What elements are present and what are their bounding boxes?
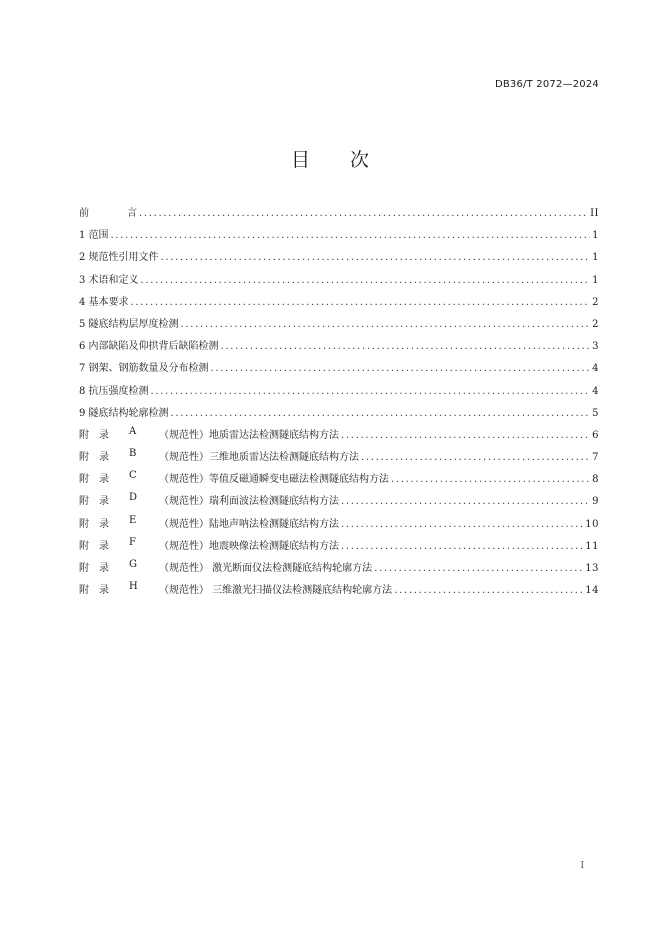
- dot-leader: [394, 585, 583, 596]
- dot-leader: [139, 208, 588, 219]
- toc-annex-entry[interactable]: [79, 581, 599, 603]
- toc-page-number: 8: [592, 474, 599, 486]
- toc-page-number: 4: [592, 385, 599, 397]
- toc-annex-label: 附 录 G （规范性） 激光断面仪法检测隧底结构轮廓方法: [79, 559, 373, 574]
- toc-annex-entry[interactable]: [79, 559, 599, 581]
- dot-leader: [341, 430, 590, 441]
- dot-leader: [341, 496, 590, 507]
- table-of-contents: [79, 204, 599, 603]
- toc-annex-entry[interactable]: [79, 537, 599, 559]
- toc-entry-label: 9 隧底结构轮廓检测: [79, 407, 169, 419]
- toc-annex-label: 附 录 B （规范性）三维地质雷达法检测隧底结构方法: [79, 448, 359, 464]
- toc-entry[interactable]: [79, 271, 599, 293]
- toc-entry[interactable]: [79, 293, 599, 315]
- toc-annex-label: 附 录 C （规范性）等值反磁通瞬变电磁法检测隧底结构方法: [79, 470, 389, 486]
- toc-annex-label: 附 录 H （规范性） 三维激光扫描仪法检测隧底结构轮廓方法: [79, 581, 393, 597]
- toc-entry-label: 前 言: [79, 208, 137, 219]
- toc-entry[interactable]: [79, 226, 599, 248]
- dot-leader: [361, 452, 590, 463]
- dot-leader: [374, 563, 583, 574]
- document-code: DB36/T 2072—2024: [494, 79, 599, 90]
- toc-entry-label: 2 规范性引用文件: [79, 252, 159, 264]
- toc-entry[interactable]: [79, 337, 599, 359]
- toc-page-number: 4: [592, 363, 599, 375]
- toc-page-number: 1: [592, 274, 599, 286]
- toc-annex-entry[interactable]: [79, 492, 599, 514]
- dot-leader: [391, 474, 590, 485]
- toc-entry-label: 6 内部缺陷及仰拱背后缺陷检测: [79, 341, 219, 353]
- toc-page-number: 5: [592, 407, 599, 419]
- toc-annex-label: 附 录 D （规范性）瑞利面波法检测隧底结构方法: [79, 492, 339, 508]
- toc-annex-entry[interactable]: [79, 448, 599, 470]
- toc-page-number: 6: [592, 429, 599, 441]
- dot-leader: [171, 408, 591, 419]
- toc-page-number: 14: [585, 585, 599, 597]
- toc-entry-label: 4 基本要求: [79, 296, 129, 308]
- dot-leader: [141, 275, 591, 286]
- toc-page-number: 13: [585, 563, 599, 574]
- toc-entry-label: 5 隧底结构层厚度检测: [79, 318, 179, 330]
- toc-page-number: 7: [592, 452, 599, 464]
- toc-page-number: 3: [592, 341, 599, 353]
- toc-entry[interactable]: [79, 248, 599, 270]
- toc-annex-entry[interactable]: [79, 515, 599, 537]
- dot-leader: [151, 386, 591, 397]
- toc-page-number: 10: [585, 518, 599, 530]
- toc-entry-label: 7 钢架、钢筋数量及分布检测: [79, 363, 209, 375]
- toc-annex-entry[interactable]: [79, 426, 599, 448]
- dot-leader: [341, 541, 583, 552]
- toc-annex-label: 附 录 F （规范性）地震映像法检测隧底结构方法: [79, 536, 339, 552]
- dot-leader: [181, 319, 591, 330]
- dot-leader: [131, 297, 591, 308]
- dot-leader: [111, 230, 591, 241]
- dot-leader: [221, 341, 591, 352]
- toc-annex-label: 附 录 E （规范性）陆地声呐法检测隧底结构方法: [79, 514, 339, 530]
- toc-entry[interactable]: [79, 404, 599, 426]
- toc-annex-entry[interactable]: [79, 470, 599, 492]
- toc-page-number: 1: [592, 230, 599, 242]
- toc-title-char-2: 次: [350, 149, 372, 171]
- toc-page-number: 2: [592, 318, 599, 330]
- toc-entry-label: 8 抗压强度检测: [79, 385, 149, 397]
- page-number: I: [580, 861, 584, 871]
- toc-entry-label: 1 范围: [79, 230, 109, 242]
- toc-page-number: II: [590, 208, 599, 219]
- toc-annex-label: 附 录 A （规范性）地质雷达法检测隧底结构方法: [79, 425, 339, 441]
- toc-entry[interactable]: [79, 382, 599, 404]
- toc-entry-preface[interactable]: [79, 204, 599, 226]
- dot-leader: [211, 363, 591, 374]
- toc-title-char-1: 目: [290, 149, 312, 171]
- toc-page-number: 1: [592, 252, 599, 264]
- toc-entry-label: 3 术语和定义: [79, 274, 139, 286]
- toc-page-number: 9: [592, 496, 599, 508]
- toc-page-number: 11: [585, 540, 599, 552]
- dot-leader: [161, 252, 591, 263]
- toc-entry[interactable]: [79, 359, 599, 381]
- toc-entry[interactable]: [79, 315, 599, 337]
- toc-title: [0, 145, 662, 172]
- dot-leader: [341, 519, 583, 530]
- toc-page-number: 2: [592, 296, 599, 308]
